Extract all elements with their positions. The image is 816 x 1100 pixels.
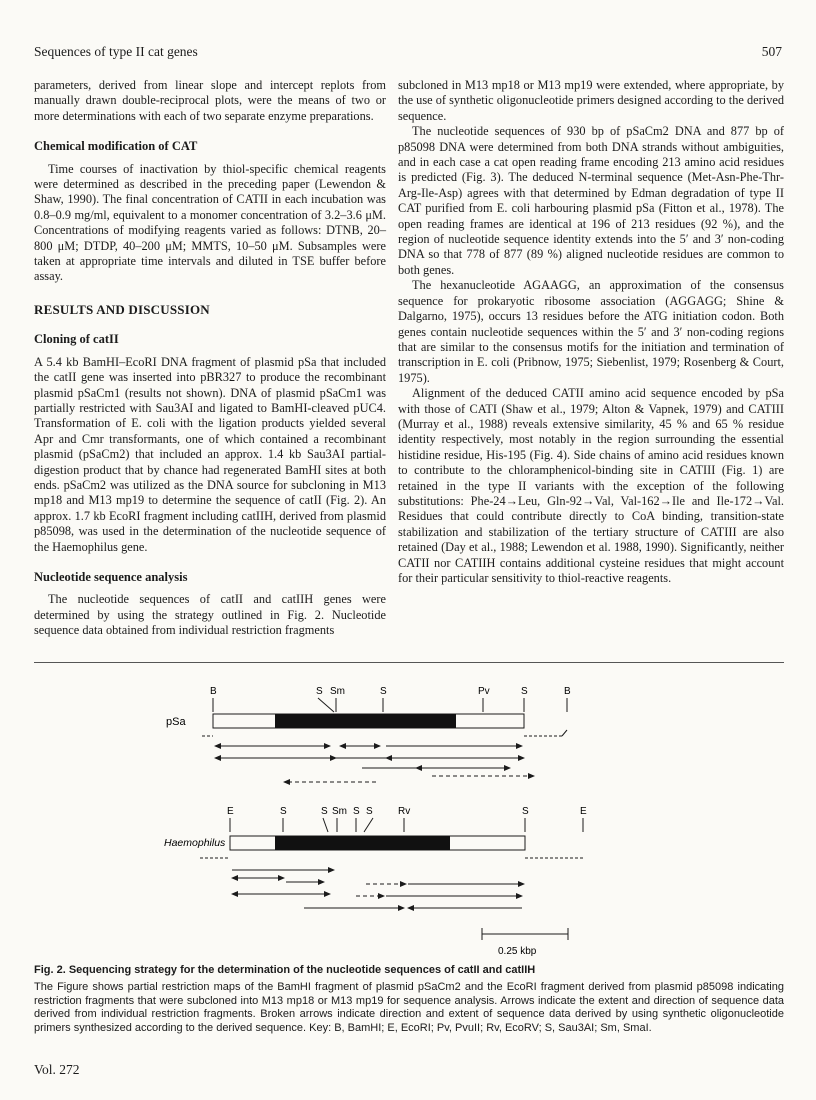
paragraph-alignment: Alignment of the deduced CATII amino acid sequence encoded by pSa with those of CATI (Shaw et al., 1979; Alton & Vapnek, 1979) and CATIII (Murray et al., 1988) reveals extensive similarity, 45 % and 65 % residue identity respectively, most notably in the region surrounding the essential histidine residue, His-195 (Fig. 4). Side chains of amino acid residues known to contribute to the chloramphenicol-binding site in CATIII (Fig. 1) are retained in the type II variants with the exception of the following substitutions: Phe-24→Leu, Gln-92→Val, Val-162→Ile and Ile-172→Val. Residues that could contribute directly to CoA binding, transition-state stabilization and stabilization of the tertiary structure of CATIII are also retained (Day et al., 1988; Lewendon et al. 1988, 1990). Significantly, neither CATII nor CATIIH contains additional cysteine residues that might account for their particular sensitivity to thiol-reactive reagents. (398, 386, 784, 585)
scale-bar (482, 928, 568, 957)
sequence-paragraph: The nucleotide sequences of catII and catIIH genes were determined by using the strategy outlined in Fig. 2. Nucleotide sequence data obtained from individual restriction fragments (34, 592, 386, 638)
left-column (34, 78, 386, 639)
psa-sites (210, 686, 571, 712)
heading-chemical-modification: Chemical modification of CAT (34, 139, 198, 154)
site-label: S (366, 806, 373, 817)
site-label: S (316, 686, 323, 697)
psa-coding-region (275, 714, 456, 728)
heading-sequence-analysis: Nucleotide sequence analysis (34, 569, 188, 584)
haemophilus-sequence-arrows (232, 870, 524, 908)
heading-results: RESULTS AND DISCUSSION (34, 301, 210, 317)
volume-footer: Vol. 272 (34, 1062, 80, 1077)
site-label: E (580, 806, 587, 817)
site-label: Sm (330, 686, 345, 697)
heading-cloning: Cloning of catII (34, 332, 119, 347)
haemophilus-sites (227, 806, 587, 832)
continued-paragraph: subcloned in M13 mp18 or M13 mp19 were extended, where appropriate, by the use of synthetic oligonucleotide primers designed according to the derived sequence. (398, 78, 784, 123)
site-label: S (353, 806, 360, 817)
site-label: B (564, 686, 571, 697)
caption-title: Fig. 2. Sequencing strategy for the determination of the nucleotide sequences of catII and catIIH (34, 964, 536, 976)
paragraph-orf: The nucleotide sequences of 930 bp of pSaCm2 DNA and 877 bp of p85098 DNA were determined from both DNA strands without ambiguities, and in each case a cat open reading frame encoding 213 amino acid residues is predicted (Fig. 3). The deduced N-terminal sequence (Met-Asn-Phe-Thr-Arg-Ile-Asp) agrees with that determined by Edman degradation of type II CAT purified from E. coli harbouring plasmid pSa (Fitton et al., 1978). The open reading frames are identical at 196 of 213 residues (92 %), and the region of nucleotide sequence identity extends into the 5′ and 3′ non-coding DNA so that 778 of 877 (89 %) aligned nucleotide residues are common to both genes. (398, 124, 784, 277)
scale-label: 0.25 kbp (498, 946, 537, 957)
paragraph-ribosome: The hexanucleotide AGAAGG, an approximation of the consensus sequence for prokaryotic ribosome association (AGGAGG; Shine & Dalgarno, 1975), occurs 13 residues before the ATG initiation codon. Both genes contain nucleotide sequences within the 5′ and 3′ non-coding regions that are similar to the consensus motifs for the initiation and termination of transcription in E. coli (Pribnow, 1975; Siebenlist, 1979; Rosenberg & Court, 1975). (398, 278, 784, 385)
running-title: Sequences of type II cat genes (34, 44, 198, 59)
chemical-paragraph: Time courses of inactivation by thiol-specific chemical reagents were determined as described in the preceding paper (Lewendon & Shaw, 1990). The final concentration of CATII in each incubation was 0.8–0.9 mg/ml, equivalent to a monomer concentration of 3.2–3.6 μM. Concentrations of modifying reagents varied as follows: DTNB, 20–800 μM; DTDP, 40–200 μM; MMTS, 10–50 μM. Subsamples were taken at appropriate time intervals and diluted in TSE buffer before assay. (34, 161, 386, 284)
site-label: Pv (478, 686, 490, 697)
site-label: S (521, 686, 528, 697)
figure-2 (34, 672, 784, 962)
map-label-psa: pSa (166, 716, 186, 728)
page-header (34, 44, 782, 62)
figure-caption (34, 964, 784, 1035)
site-label: B (210, 686, 217, 697)
caption-body: The Figure shows partial restriction maps of the BamHI fragment of plasmid pSaCm2 and the EcoRI fragment derived from plasmid p85098 indicating restriction fragments that were subcloned into M13 mp18 or M13 mp19 for sequence analysis. Arrows indicate the extent and direction of sequence data derived from individual restriction fragments. Broken arrows indicate direction and extent of sequence data derived by using synthetic oligonucleotide primers synthesized according to the derived sequence. Key: B, BamHI; E, EcoRI; Pv, PvuII; Rv, EcoRV; S, Sau3AI; Sm, SmaI. (34, 981, 784, 1034)
right-column (398, 78, 784, 586)
restriction-map-diagram (34, 672, 784, 962)
site-label: Sm (332, 806, 347, 817)
site-label: Rv (398, 806, 411, 817)
site-label: S (280, 806, 287, 817)
haemophilus-coding-region (275, 836, 450, 850)
site-label: S (321, 806, 328, 817)
site-label: E (227, 806, 234, 817)
site-label: S (380, 686, 387, 697)
intro-paragraph: parameters, derived from linear slope and intercept replots from manually drawn double-reciprocal plots, were the means of two or more determinations with each of two separate enzyme preparations. (34, 78, 386, 123)
map-label-haemophilus: Haemophilus (164, 837, 226, 849)
page-number: 507 (761, 44, 782, 59)
site-label: S (522, 806, 529, 817)
psa-sequence-arrows (215, 746, 534, 782)
figure-divider (34, 662, 784, 663)
cloning-paragraph: A 5.4 kb BamHI–EcoRI DNA fragment of plasmid pSa that included the catII gene was inserted into pBR327 to produce the recombinant plasmid pSaCm1 (results not shown). DNA of plasmid pSaCm1 was partially restricted with Sau3AI and ligated to BamHI-cleaved pUC4. Transformation of E. coli with the ligation products yielded several Apr and Cmr transformants, one of which contained a recombinant plasmid (pSaCm2) that included an approx. 1.4 kb Sau3AI partial-digestion product that by chance had regenerated BamHI sites at both ends. pSaCm2 was utilized as the DNA source for subcloning in M13 mp18 and M13 mp19 to determine the sequence of catII (Fig. 2). An approx. 1.7 kb EcoRI fragment including catIIH, derived from plasmid p85098, was used in the determination of the nucleotide sequence of the Haemophilus gene. (34, 354, 386, 554)
